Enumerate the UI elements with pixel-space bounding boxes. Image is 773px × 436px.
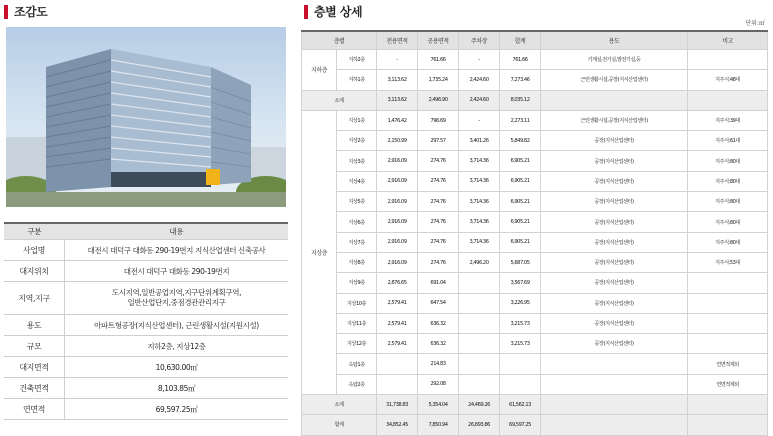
cell-floor: 지상9층 — [337, 273, 377, 293]
birdseye-view-title-text: 조감도 — [14, 5, 48, 19]
cell-use: 공장(지식산업센터) — [541, 192, 688, 212]
cell-floor: 옥탑1층 — [337, 354, 377, 374]
cell-common: 292.08 — [418, 374, 459, 394]
subtotal-note — [688, 395, 768, 415]
subtotal-note — [688, 90, 768, 110]
floor-row — [302, 50, 768, 70]
floor-row — [302, 374, 768, 394]
basement-group-label: 지하층 — [302, 50, 337, 91]
cell-total: 3,567.69 — [500, 273, 541, 293]
cell-parking — [459, 293, 500, 313]
cell-total: 2,273.11 — [500, 110, 541, 130]
cell-note — [688, 334, 768, 354]
title-marker — [4, 5, 8, 19]
floor-detail-table — [301, 30, 768, 436]
cell-common: 297.57 — [418, 131, 459, 151]
cell-floor: 지상5층 — [337, 192, 377, 212]
cell-parking: 2,496.20 — [459, 252, 500, 272]
cell-note — [688, 313, 768, 333]
cell-note — [688, 50, 768, 70]
cell-floor: 지상1층 — [337, 110, 377, 130]
table-row — [4, 336, 288, 357]
cell-exclusive — [377, 374, 418, 394]
cell-use: 근린생활시설,공장(지식산업센터) — [541, 110, 688, 130]
title-marker — [304, 5, 308, 19]
floor-row — [302, 334, 768, 354]
header-parking: 주차장 — [459, 31, 500, 50]
subtotal-total: 8,035.12 — [500, 90, 541, 110]
total-use — [541, 415, 688, 435]
cell-total: 5,849.82 — [500, 131, 541, 151]
cell-parking — [459, 334, 500, 354]
basement-rows — [302, 50, 768, 91]
subtotal-parking: 2,424.60 — [459, 90, 500, 110]
above-subtotal-row — [302, 395, 768, 415]
cell-floor: 지상3층 — [337, 151, 377, 171]
floor-row — [302, 110, 768, 130]
subtotal-label: 소계 — [302, 90, 377, 110]
table-row — [4, 240, 288, 261]
cell-use: 기계실,전기실,발전기실,등 — [541, 50, 688, 70]
cell-total: 3,226.95 — [500, 293, 541, 313]
cell-exclusive: 2,579.41 — [377, 293, 418, 313]
row-label: 건축면적 — [4, 378, 65, 399]
cell-total — [500, 374, 541, 394]
cell-exclusive: 2,579.41 — [377, 313, 418, 333]
cell-floor: 지상8층 — [337, 252, 377, 272]
row-label: 지역,지구 — [4, 282, 65, 315]
row-label: 용도 — [4, 315, 65, 336]
cell-note: 지주식:80대 — [688, 212, 768, 232]
subtotal-label: 소계 — [302, 395, 377, 415]
floor-row — [302, 151, 768, 171]
cell-floor: 지상4층 — [337, 171, 377, 191]
unit-label: 단위:㎡ — [745, 20, 765, 27]
cell-use: 공장(지식산업센터) — [541, 334, 688, 354]
row-label: 대지위치 — [4, 261, 65, 282]
floor-row — [302, 232, 768, 252]
row-label: 사업명 — [4, 240, 65, 261]
row-value: 지하2층, 지상12층 — [65, 336, 289, 357]
project-overview-table — [4, 222, 288, 420]
header-use: 용도 — [541, 31, 688, 50]
table-row — [4, 282, 288, 315]
row-value: 도시지역,일반공업지역,지구단위계획구역, 일반산업단지,중점경관관리지구 — [65, 282, 289, 315]
cell-exclusive: 1,476.42 — [377, 110, 418, 130]
cell-total: 3,215.73 — [500, 313, 541, 333]
cell-exclusive: 2,579.41 — [377, 334, 418, 354]
cell-total: 3,215.73 — [500, 334, 541, 354]
row-value: 아파트형공장(지식산업센터), 근린생활시설(지원시설) — [65, 315, 289, 336]
grand-total-row — [302, 415, 768, 435]
total-parking: 26,893.86 — [459, 415, 500, 435]
cell-floor: 지상10층 — [337, 293, 377, 313]
subtotal-total: 61,562.13 — [500, 395, 541, 415]
cell-total: 6,905.21 — [500, 212, 541, 232]
header-content: 내용 — [65, 223, 289, 240]
row-value: 69,597.25㎡ — [65, 399, 289, 420]
floor-detail-title — [304, 3, 362, 20]
cell-floor: 지하2층 — [337, 50, 377, 70]
cell-floor: 지상6층 — [337, 212, 377, 232]
cell-total: 5,687.05 — [500, 252, 541, 272]
table-row — [4, 357, 288, 378]
cell-parking: 3,714.36 — [459, 232, 500, 252]
table-row — [4, 315, 288, 336]
cell-use: 공장(지식산업센터) — [541, 252, 688, 272]
cell-use — [541, 354, 688, 374]
cell-note: 지주식:61대 — [688, 131, 768, 151]
cell-exclusive: 2,150.99 — [377, 131, 418, 151]
cell-parking: 3,714.36 — [459, 212, 500, 232]
table-header-row — [4, 223, 288, 240]
table-header-row — [302, 31, 768, 50]
table-row — [4, 378, 288, 399]
cell-common: 796.69 — [418, 110, 459, 130]
above-ground-group-label: 지상층 — [302, 110, 337, 394]
cell-common: 274.76 — [418, 212, 459, 232]
row-label: 대지면적 — [4, 357, 65, 378]
floor-detail-title-text: 층별 상세 — [314, 5, 363, 19]
cell-exclusive: 2,876.65 — [377, 273, 418, 293]
cell-note: 지주식:80대 — [688, 192, 768, 212]
total-common: 7,850.94 — [418, 415, 459, 435]
row-value: 대전시 대덕구 대화동 290-19번지 지식산업센터 신축공사 — [65, 240, 289, 261]
floor-row — [302, 171, 768, 191]
row-value: 대전시 대덕구 대화동 290-19번지 — [65, 261, 289, 282]
total-exclusive: 34,852.45 — [377, 415, 418, 435]
cell-use — [541, 374, 688, 394]
cell-note: 지주식:39대 — [688, 110, 768, 130]
header-note: 비고 — [688, 31, 768, 50]
cell-exclusive: 2,916.09 — [377, 171, 418, 191]
subtotal-exclusive: 31,738.83 — [377, 395, 418, 415]
header-total: 합계 — [500, 31, 541, 50]
row-value: 10,630.00㎡ — [65, 357, 289, 378]
total-note — [688, 415, 768, 435]
cell-floor: 지상7층 — [337, 232, 377, 252]
cell-common: 636.32 — [418, 334, 459, 354]
cell-note: 지주식:53대 — [688, 252, 768, 272]
cell-exclusive — [377, 354, 418, 374]
subtotal-common: 2,496.90 — [418, 90, 459, 110]
cell-use: 공장(지식산업센터) — [541, 273, 688, 293]
header-floor: 층별 — [302, 31, 377, 50]
cell-parking: 2,424.60 — [459, 70, 500, 90]
cell-note: 연면적제외 — [688, 374, 768, 394]
cell-total: 761.66 — [500, 50, 541, 70]
cell-common: 214.83 — [418, 354, 459, 374]
header-common-area: 공용면적 — [418, 31, 459, 50]
cell-common: 274.76 — [418, 171, 459, 191]
cell-use: 공장(지식산업센터) — [541, 151, 688, 171]
cell-parking — [459, 313, 500, 333]
cell-common: 691.04 — [418, 273, 459, 293]
cell-common: 274.76 — [418, 252, 459, 272]
cell-note — [688, 273, 768, 293]
subtotal-use — [541, 395, 688, 415]
header-category: 구분 — [4, 223, 65, 240]
total-label: 합계 — [302, 415, 377, 435]
cell-parking: - — [459, 110, 500, 130]
floor-row — [302, 192, 768, 212]
cell-floor: 지상2층 — [337, 131, 377, 151]
cell-note: 연면적제외 — [688, 354, 768, 374]
cell-total: 6,905.21 — [500, 192, 541, 212]
floor-row — [302, 212, 768, 232]
cell-exclusive: 2,916.09 — [377, 232, 418, 252]
cell-total: 6,905.21 — [500, 232, 541, 252]
cell-common: 636.32 — [418, 313, 459, 333]
subtotal-parking: 24,469.26 — [459, 395, 500, 415]
birdseye-view-title — [4, 3, 47, 20]
subtotal-exclusive: 3,113.62 — [377, 90, 418, 110]
cell-common: 274.76 — [418, 232, 459, 252]
cell-use: 공장(지식산업센터) — [541, 131, 688, 151]
cell-use: 공장(지식산업센터) — [541, 313, 688, 333]
cell-total: 7,273.46 — [500, 70, 541, 90]
cell-exclusive: 2,916.09 — [377, 151, 418, 171]
cell-parking: 3,714.36 — [459, 171, 500, 191]
cell-common: 274.76 — [418, 192, 459, 212]
cell-parking — [459, 354, 500, 374]
building-rendering-image — [6, 27, 286, 207]
cell-total: 6,905.21 — [500, 151, 541, 171]
floor-row — [302, 273, 768, 293]
subtotal-use — [541, 90, 688, 110]
floor-row — [302, 293, 768, 313]
cell-floor: 지상11층 — [337, 313, 377, 333]
table-row — [4, 399, 288, 420]
cell-note — [688, 293, 768, 313]
row-label: 연면적 — [4, 399, 65, 420]
total-total: 69,597.25 — [500, 415, 541, 435]
above-ground-rows — [302, 110, 768, 394]
basement-subtotal-row — [302, 90, 768, 110]
cell-total: 6,905.21 — [500, 171, 541, 191]
cell-common: 647.54 — [418, 293, 459, 313]
cell-floor: 지하1층 — [337, 70, 377, 90]
cell-note: 지주식:80대 — [688, 151, 768, 171]
cell-use: 공장(지식산업센터) — [541, 293, 688, 313]
cell-parking — [459, 273, 500, 293]
cell-use: 공장(지식산업센터) — [541, 171, 688, 191]
cell-note: 지주식:48대 — [688, 70, 768, 90]
cell-parking: 3,714.36 — [459, 151, 500, 171]
cell-use: 근린생활시설,공장(지식산업센터) — [541, 70, 688, 90]
floor-row — [302, 252, 768, 272]
floor-row — [302, 313, 768, 333]
cell-common: 761.66 — [418, 50, 459, 70]
cell-parking — [459, 374, 500, 394]
cell-parking: 3,401.26 — [459, 131, 500, 151]
table-row — [4, 261, 288, 282]
cell-exclusive: 2,916.09 — [377, 212, 418, 232]
cell-exclusive: 2,916.09 — [377, 252, 418, 272]
subtotal-common: 5,354.04 — [418, 395, 459, 415]
cell-exclusive: - — [377, 50, 418, 70]
cell-common: 274.76 — [418, 151, 459, 171]
cell-parking: - — [459, 50, 500, 70]
cell-note: 지주식:80대 — [688, 232, 768, 252]
floor-row — [302, 70, 768, 90]
cell-common: 1,735.24 — [418, 70, 459, 90]
cell-parking: 3,714.36 — [459, 192, 500, 212]
cell-total — [500, 354, 541, 374]
cell-exclusive: 3,113.62 — [377, 70, 418, 90]
cell-floor: 옥탑2층 — [337, 374, 377, 394]
cell-note: 지주식:80대 — [688, 171, 768, 191]
cell-use: 공장(지식산업센터) — [541, 212, 688, 232]
floor-row — [302, 131, 768, 151]
cell-floor: 지상12층 — [337, 334, 377, 354]
cell-exclusive: 2,916.09 — [377, 192, 418, 212]
row-value: 8,103.85㎡ — [65, 378, 289, 399]
row-label: 규모 — [4, 336, 65, 357]
header-exclusive-area: 전용면적 — [377, 31, 418, 50]
cell-use: 공장(지식산업센터) — [541, 232, 688, 252]
floor-row — [302, 354, 768, 374]
